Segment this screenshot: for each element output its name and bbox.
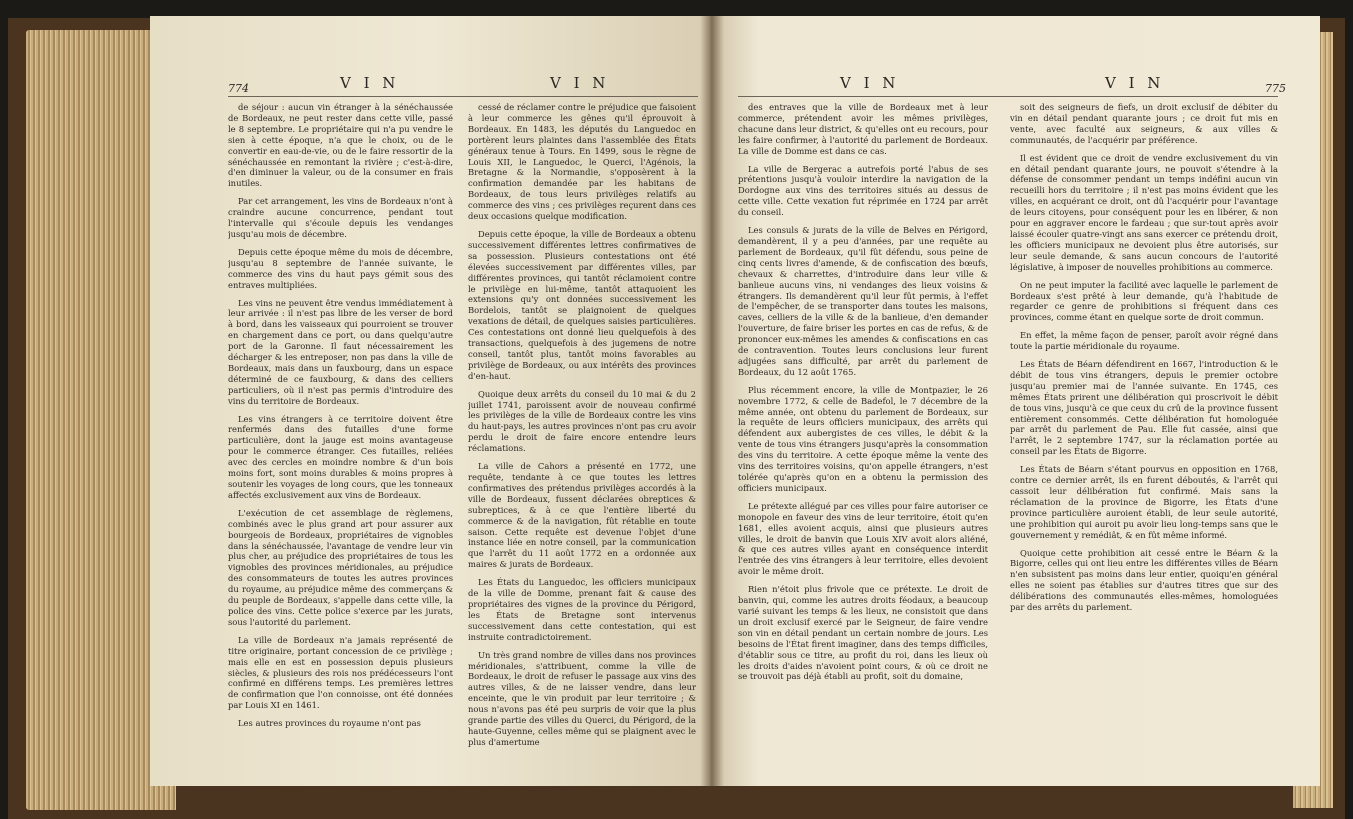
- paragraph: Les vins étrangers à ce territoire doivent être renfermés dans des futailles d'une forme particulière, dont la jauge est moins avantageuse pour le commerce étranger. Ces futailles, reliées avec des cercles en moindre nombre & d'un bois moins fort, sont moins durables & moins propres à soutenir les voyages de long cours, que les tonneaux affectés exclusivement aux vins de Bordeaux.: [228, 413, 453, 500]
- page-number-right: 775: [1265, 82, 1286, 95]
- paragraph: On ne peut imputer la facilité avec laquelle le parlement de Bordeaux s'est prêté à leur demande, qu'à l'habitude de regarder ce genre de prohibitions si fréquent dans ces provinces, comme étant en quelque sorte de droit commun.: [1010, 279, 1278, 323]
- paragraph: En effet, la même façon de penser, paroît avoir régné dans toute la partie méridionale du royaume.: [1010, 330, 1278, 352]
- paragraph: soit des seigneurs de fiefs, un droit exclusif de débiter du vin en détail pendant quarante jours ; ce droit fut mis en vente, avec faculté aux seigneurs, & aux villes & communautés, de l'acquérir par préférence.: [1010, 102, 1278, 145]
- right-page-column-2: [1010, 102, 1278, 782]
- paragraph: Les États de Béarn s'étant pourvus en opposition en 1768, contre ce dernier arrêt, ils en furent déboutés, & l'arrêt qui cassoit leur délibération fut confirmé. Mais sans la réclamation de la province de Bigorre, les États d'une province particulière auroient établi, de leur seule autorité, une prohibition qui auroit pu avoir lieu long-temps sans que le gouvernement y remédiât, & en fût même informé.: [1010, 464, 1278, 540]
- paragraph: Depuis cette époque, la ville de Bordeaux a obtenu successivement différentes lettres confirmatives de sa possession. Plusieurs contestations ont été élevées successivement par différentes villes, par différentes provinces, qui tantôt réclamoient contre le privilège en lui-même, tantôt attaquoient les extensions qu'y ont données successivement les Bordelois, tantôt se plaignoient de quelques vexations de détail, de quelques saisies particulières. Ces contestations ont donné lieu quelquefois à des transactions, quelquefois à des jugemens de notre conseil, tantôt plus, tantôt moins favorables au privilège de Bordeaux, ou aux intérêts des provinces d'en-haut.: [468, 228, 696, 381]
- page-number-left: 774: [228, 82, 249, 95]
- paragraph: Un très grand nombre de villes dans nos provinces méridionales, s'attribuent, comme la ville de Bordeaux, le droit de refuser le passage aux vins des autres villes, & de ne laisser vendre, dans leur enceinte, que le vin produit par leur territoire ; & nous n'avons pas été peu surpris de voir que la plus grande partie des villes du Querci, du Périgord, de la haute-Guyenne, celles même qui se plaignent avec le plus d'amertume: [468, 649, 696, 747]
- paragraph: La ville de Bergerac a autrefois porté l'abus de ses prétentions jusqu'à vouloir interdire la navigation de la Dordogne aux vins des territoires situés au dessus de cette ville. Cette vexation fut réprimée en 1724 par arrêt du conseil.: [738, 163, 988, 218]
- running-head-right-2: V I N: [1105, 74, 1165, 92]
- paragraph: Quoique cette prohibition ait cessé entre le Béarn & la Bigorre, celles qui ont lieu entre les différentes villes de Béarn n'en subsistent pas moins dans leur entier, quoiqu'en général elles ne soient pas établies sur d'autres titres que sur des délibérations des communautés elles-mêmes, homologuées par des arrêts du parlement.: [1010, 547, 1278, 613]
- paragraph: Les autres provinces du royaume n'ont pas: [238, 718, 421, 729]
- paragraph: Depuis cette époque même du mois de décembre, jusqu'au 8 septembre de l'année suivante, le commerce des vins du haut pays gémit sous des entraves multipliées.: [228, 246, 453, 290]
- book-gutter: [700, 16, 724, 786]
- paragraph: Par cet arrangement, les vins de Bordeaux n'ont à craindre aucune concurrence, pendant tout l'intervalle qui s'écoule depuis les vendanges jusqu'au mois de décembre.: [228, 196, 453, 239]
- right-page: [710, 16, 1320, 786]
- paragraph: des entraves que la ville de Bordeaux met à leur commerce, prétendent avoir les mêmes privilèges, chacune dans leur district, & qu'elles ont eu recours, pour les faire confirmer, à l'autorité du parlement de Bordeaux. La ville de Domme est dans ce cas.: [738, 102, 988, 156]
- paragraph: Plus récemment encore, la ville de Montpazier, le 26 novembre 1772, & celle de Badefol, le 7 décembre de la même année, ont obtenu du parlement de Bordeaux, sur la requête de leurs officiers municipaux, des arrêts qui défendent aux aubergistes de ces villes, le débit & la vente de tous vins étrangers jusqu'après la consommation des vins du territoire. A cette époque même la vente des vins des territoires voisins, qu'on appelle étrangers, n'est tolérée qu'après qu'on en a obtenu la permission des officiers municipaux.: [738, 384, 988, 493]
- left-page-column-1: [228, 102, 453, 782]
- paragraph: Quoique deux arrêts du conseil du 10 mai & du 2 juillet 1741, paroissent avoir de nouveau confirmé les privilèges de la ville de Bordeaux contre les vins du haut-pays, les autres provinces n'ont pas cru avoir perdu le droit de faire encore entendre leurs réclamations.: [468, 388, 696, 454]
- running-head-right-1: V I N: [840, 74, 900, 92]
- header-rule-right: [738, 96, 1278, 97]
- paragraph: Il est évident que ce droit de vendre exclusivement du vin en détail pendant quarante jours, ne pouvoit s'étendre à la défense de consommer pendant un temps indéfini aucun vin recueilli hors du territoire ; il n'est pas moins évident que les villes, en acquérant ce droit, ont dû l'acquérir pour l'avantage de leurs citoyens, pour conséquent pour les en libérer, & non pour en aggraver encore le fardeau ; que sur-tout après avoir laissé écouler quatre-vingt ans sans exercer ce prétendu droit, les officiers municipaux ne devoient plus être autorisés, sur leur seule demande, & sans aucun concours de l'autorité législative, à imposer de nouvelles prohibitions au commerce.: [1010, 152, 1278, 272]
- paragraph: L'exécution de cet assemblage de règlemens, combinés avec le plus grand art pour assurer aux bourgeois de Bordeaux, propriétaires de vignobles dans la sénéchaussée, l'avantage de vendre leur vin plus cher, au préjudice des propriétaires de tous les vignobles des provinces méridionales, au préjudice des consommateurs de toutes les autres provinces du royaume, au préjudice même des commerçans & du peuple de Bordeaux, s'appelle dans cette ville, la police des vins. Cette police s'exerce par les jurats, sous l'autorité du parlement.: [228, 507, 453, 627]
- paragraph: Rien n'étoit plus frivole que ce prétexte. Le droit de banvin, qui, comme les autres droits féodaux, a beaucoup varié suivant les temps & les lieux, ne consistoit que dans un droit exclusif exercé par le Seigneur, de faire vendre son vin en détail pendant un certain nombre de jours. Les besoins de l'État firent imaginer, dans des temps difficiles, d'établir sous ce titre, au profit du roi, dans les lieux où les droits d'aides n'avoient point cours, & où ce droit ne se trouvoit pas déjà établi au profit, soit du domaine,: [738, 584, 988, 682]
- paragraph: La ville de Bordeaux n'a jamais représenté de titre originaire, portant concession de ce privilège ; mais elle en est en possession depuis plusieurs siècles, & plusieurs des rois nos prédécesseurs l'ont confirmé en différens temps. Les premières lettres de confirmation que l'on connoisse, ont été données par Louis XI en 1461.: [228, 634, 453, 711]
- header-rule-left: [228, 96, 698, 97]
- right-page-column-1: [738, 102, 988, 782]
- paragraph: de séjour : aucun vin étranger à la sénéchaussée de Bordeaux, ne peut rester dans cette ville, passé le 8 septembre. Le propriétaire qui n'a pu vendre le sien à cette époque, n'a que le choix, ou de le convertir en eau-de-vie, ou de le faire ressortir de la sénéchaussée en remontant la rivière ; c'est-à-dire, d'en diminuer la valeur, ou de la consumer en frais inutiles.: [228, 102, 453, 189]
- paragraph: Les vins ne peuvent être vendus immédiatement à leur arrivée : il n'est pas libre de les verser de bord à bord, dans les vaisseaux qui pourroient se trouver en chargement dans ce port, ou dans quelqu'autre port de la Garonne. Il faut nécessairement les décharger & les entreposer, non pas dans la ville de Bordeaux, mais dans un fauxbourg, dans un espace déterminé de ce fauxbourg, & dans des celliers particuliers, où il n'est pas permis d'introduire des vins du territoire de Bordeaux.: [228, 297, 453, 406]
- left-page: [150, 16, 710, 786]
- paragraph: La ville de Cahors a présenté en 1772, une requête, tendante à ce que toutes les lettres confirmatives des prétendus privilèges accordés à la ville de Bordeaux, fussent déclarées obreptices & subreptices, & à ce que l'entière liberté du commerce & de la navigation, fût rétablie en toute saison. Cette requête est devenue l'objet d'une instance liée en notre conseil, par la communication que l'arrêt du 11 août 1772 en a ordonnée aux maires & jurats de Bordeaux.: [468, 461, 696, 570]
- paragraph: Les États de Béarn défendirent en 1667, l'introduction & le débit de tous vins étrangers, depuis le premier octobre jusqu'au premier mai de l'année suivante. En 1745, ces mêmes États prirent une délibération qui proscrivoit le débit de tous vins, jusqu'à ce que ceux du crû de la province fussent entièrement consommés. Cette délibération fut homologuée par arrêt du parlement de Pau. Elle fut cassée, ainsi que l'arrêt, le 2 septembre 1747, sur la réclamation portée au conseil par les États de Bigorre.: [1010, 359, 1278, 457]
- running-head-left-1: V I N: [340, 74, 400, 92]
- left-page-column-2: [468, 102, 696, 782]
- paragraph: Le prétexte allégué par ces villes pour faire autoriser ce monopole en faveur des vins de leur territoire, étoit qu'en 1681, elles avoient acquis, ainsi que plusieurs autres villes, le droit de banvin que Louis XIV avoit alors aliéné, & que ces autres villes ayant en conséquence interdit l'entrée des vins étrangers à leur territoire, elles devoient avoir le même droit.: [738, 500, 988, 577]
- paragraph: Les consuls & jurats de la ville de Belves en Périgord, demandèrent, il y a peu d'années, par une requête au parlement de Bordeaux, qu'il fût défendu, sous peine de cinq cents livres d'amende, & de confiscation des bœufs, chevaux & charrettes, d'introduire dans leur ville & banlieue aucuns vins, ni vendanges des lieux voisins & étrangers. Ils demandèrent qu'il leur fût permis, à l'effet de l'empêcher, de se transporter dans toutes les maisons, caves, celliers de la ville & de la banlieue, d'en demander l'ouverture, de faire briser les portes en cas de refus, & de prononcer eux-mêmes les amendes & confiscations en cas de contravention. Toutes leurs conclusions leur furent adjugées sans difficulté, par arrêt du parlement de Bordeaux, du 12 août 1765.: [738, 225, 988, 377]
- paragraph: cessé de réclamer contre le préjudice que faisoient à leur commerce les gênes qu'il éprouvoit à Bordeaux. En 1483, les députés du Languedoc en portèrent leurs plaintes dans l'assemblée des États généraux tenue à Tours. En 1499, sous le règne de Louis XII, le Languedoc, le Querci, l'Agénois, la Bretagne & la Normandie, s'opposèrent à la confirmation demandée par les habitans de Bordeaux, de tous leurs privilèges relatifs au commerce des vins ; ces privilèges reçurent dans ces deux occasions quelque modification.: [468, 102, 696, 222]
- running-head-left-2: V I N: [550, 74, 610, 92]
- paragraph: Les États du Languedoc, les officiers municipaux de la ville de Domme, prenant fait & cause des propriétaires des vignes de la province du Périgord, les États de Bretagne sont intervenus successivement dans cette contestation, qui est instruite contradictoirement.: [468, 577, 696, 642]
